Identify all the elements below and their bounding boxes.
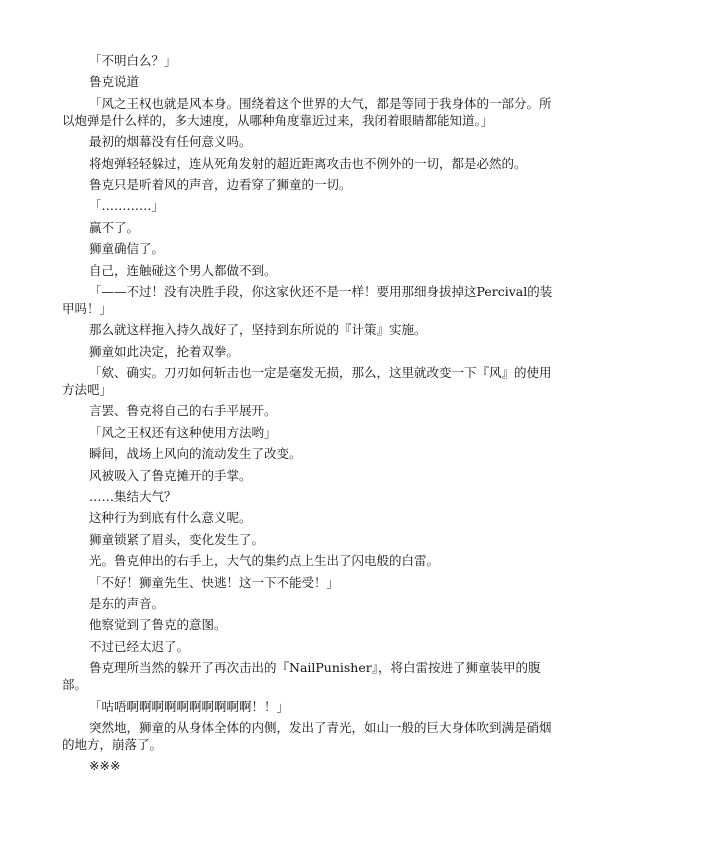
- narration-line: 赢不了。: [89, 219, 140, 235]
- dialogue-line: 「欸、确实。刀刃如何斩击也一定是毫发无损，那么，这里就改变一下『风』的使用方法吧」: [62, 365, 552, 398]
- narration-line: 光。鲁克伸出的右手上，大气的集约点上生出了闪电般的白雷。: [89, 553, 440, 569]
- scene-break: ※※※: [89, 758, 121, 774]
- document-body: [62, 52, 562, 779]
- dialogue-line: 「不好！狮童先生、快逃！这一下不能受！」: [89, 574, 340, 590]
- narration-line: 最初的烟幕没有任何意义吗。: [89, 134, 252, 150]
- narration-line: 风被吸入了鲁克摊开的手掌。: [89, 467, 252, 483]
- narration-line: 是东的声音。: [89, 595, 165, 611]
- dialogue-line: 「——不过！没有决胜手段，你这家伙还不是一样！要用那细身拔掉这Percival的装甲吗！」: [62, 283, 553, 316]
- dialogue-line: 「咕唔啊啊啊啊啊啊啊啊啊啊！！」: [89, 698, 290, 714]
- dialogue-line: 「不明白么？」: [89, 53, 177, 68]
- narration-line: 那么就这样拖入持久战好了，坚持到东所说的『计策』实施。: [89, 322, 427, 338]
- narration-line: 这种行为到底有什么意义呢。: [89, 510, 252, 526]
- narration-line: 瞬间，战场上风向的流动发生了改变。: [89, 446, 302, 462]
- narration-line: 鲁克理所当然的躲开了再次击出的『NailPunisher』，将白雷按进了狮童装甲的腹部。: [62, 660, 541, 693]
- narration-line: 突然地，狮童的从身体全体的内侧，发出了青光，如山一般的巨大身体吹到满是硝烟的地方，崩落了。: [62, 719, 552, 752]
- dialogue-line: 「风之王权也就是风本身。围绕着这个世界的大气，都是等同于我身体的一部分。所以炮弹是什么样的，多大速度，从哪种角度靠近过来，我闭着眼睛都能知道。」: [62, 95, 552, 128]
- narration-line: 鲁克说道: [89, 74, 140, 90]
- narration-line: 狮童锁紧了眉头，变化发生了。: [89, 531, 265, 547]
- narration-line: 言罢、鲁克将自己的右手平展开。: [89, 403, 277, 419]
- narration-line: 狮童确信了。: [89, 241, 165, 257]
- dialogue-line: 「风之王权还有这种使用方法哟」: [89, 424, 277, 440]
- narration-line: ……集结大气？: [89, 489, 177, 505]
- narration-line: 将炮弹轻轻躲过，连从死角发射的超近距离攻击也不例外的一切，都是必然的。: [89, 155, 527, 171]
- narration-line: 不过已经太迟了。: [89, 638, 190, 654]
- narration-line: 自己，连触碰这个男人都做不到。: [89, 262, 277, 278]
- narration-line: 狮童如此决定，抡着双拳。: [89, 343, 240, 359]
- narration-line: 鲁克只是听着风的声音，边看穿了狮童的一切。: [89, 176, 352, 192]
- narration-line: 他察觉到了鲁克的意图。: [89, 617, 227, 633]
- dialogue-line: 「…………」: [89, 198, 165, 214]
